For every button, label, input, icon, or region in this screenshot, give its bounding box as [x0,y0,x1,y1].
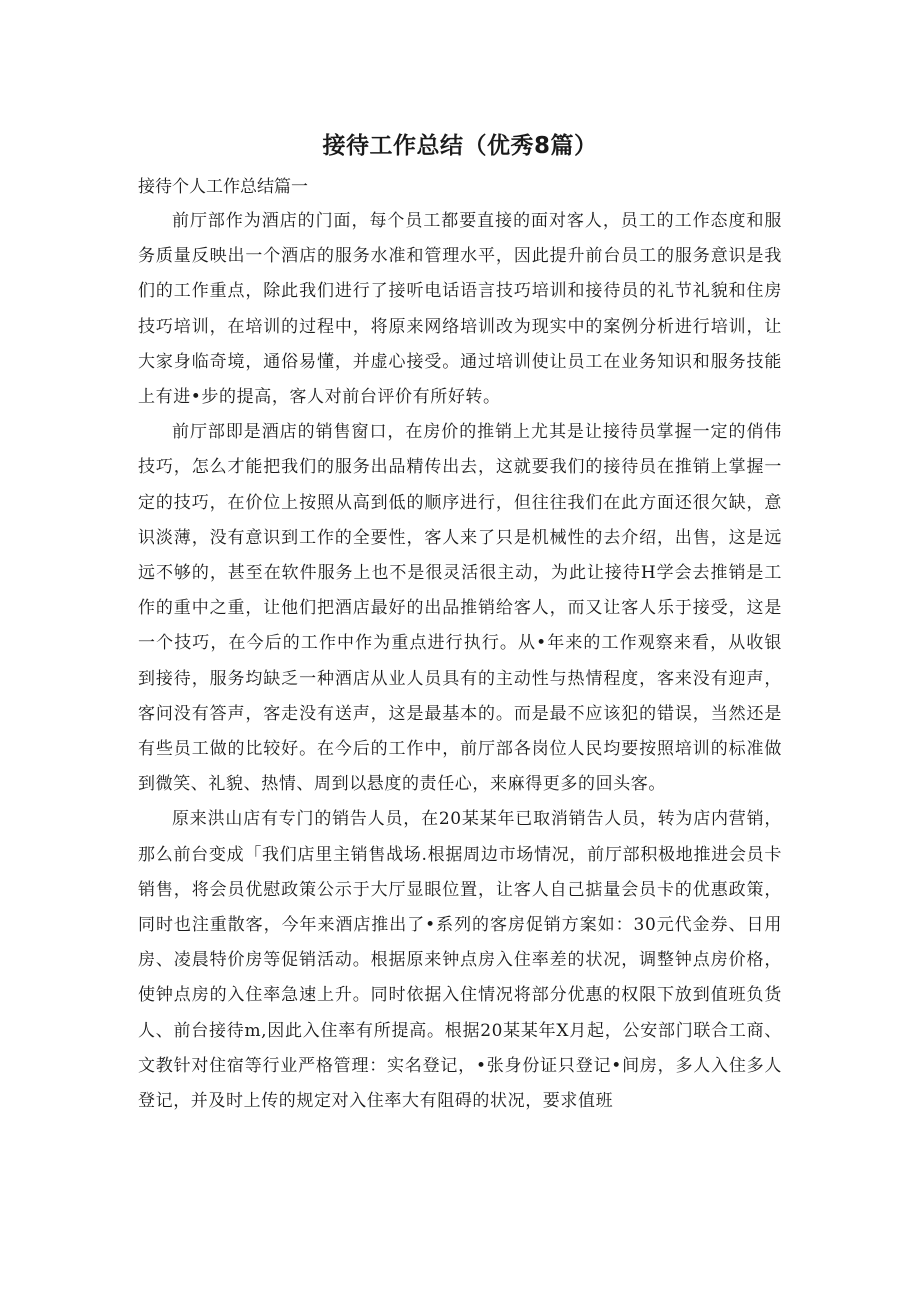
paragraph-2: 前厅部即是酒店的销售窗口，在房价的推销上尤其是让接待员掌握一定的俏伟技巧，怎么才能把我们的服务出品精传出去，这就要我们的接待员在推销上掌握一定的技巧，在价位上按照从高到低的顺序进行，但往往我们在此方面还很欠缺，意识淡薄，没有意识到工作的全要性，客人来了只是机械性的去介绍，出售，这是远远不够的，甚至在软件服务上也不是很灵活很主动，为此让接待H学会去推销是工作的重中之重，让他们把酒店最好的出品推销给客人，而又让客人乐于接受，这是一个技巧，在今后的工作中作为重点进行执行。从•年来的工作观察来看，从收银到接待，服务均缺乏一种酒店从业人员具有的主动性与热情程度，客来没有迎声，客问没有答声，客走没有送声，这是最基本的。而是最不应该犯的错误，当然还是有些员工做的比较好。在今后的工作中，前厅部各岗位人民均要按照培训的标准做到微笑、礼貌、热情、周到以悬度的责任心，来麻得更多的回头客。 [138,422,782,795]
section-heading: 接待个人工作总结篇一 [138,177,308,197]
document-body [138,204,782,1119]
document-title: 接待工作总结（优秀8篇） [322,133,598,159]
paragraph-3: 原来洪山店有专门的销告人员，在20某某年已取消销告人员，转为店内营销，那么前台变成「我们店里主销售战场.根据周边市场情况，前厅部积极地推进会员卡销售，将会员优慰政策公示于大厅显眼位置，让客人自己掂量会员卡的优惠政策，同时也注重散客，今年来酒店推出了•系列的客房促销方案如：30元代金券、日用房、凌晨特价房等促销活动。根据原来钟点房入住率差的状况，调整钟点房价格，使钟点房的入住率急速上升。同时依据入住情况将部分优惠的权限下放到值班负货人、前台接待m,因此入住率有所提高。根据20某某年X月起，公安部门联合工商、文教针对住宿等行业严格管理：实名登记，•张身份证只登记•间房，多人入住多人登记，并及时上传的规定对入住率大有阻碍的状况，要求值班 [138,809,782,1112]
paragraph-1: 前厅部作为酒店的门面，每个员工都要直接的面对客人，员工的工作态度和服务质量反映出一个酒店的服务水准和管理水平，因此提升前台员工的服务意识是我们的工作重点，除此我们进行了接听电话语言技巧培训和接待员的礼节礼貌和住房技巧培训，在培训的过程中，将原来网络培训改为现实中的案例分析进行培训，让大家身临奇境，通俗易懂，并虚心接受。通过培训使让员工在业务知识和服务技能上有进•步的提高，客人对前台评价有所好转。 [138,211,782,408]
